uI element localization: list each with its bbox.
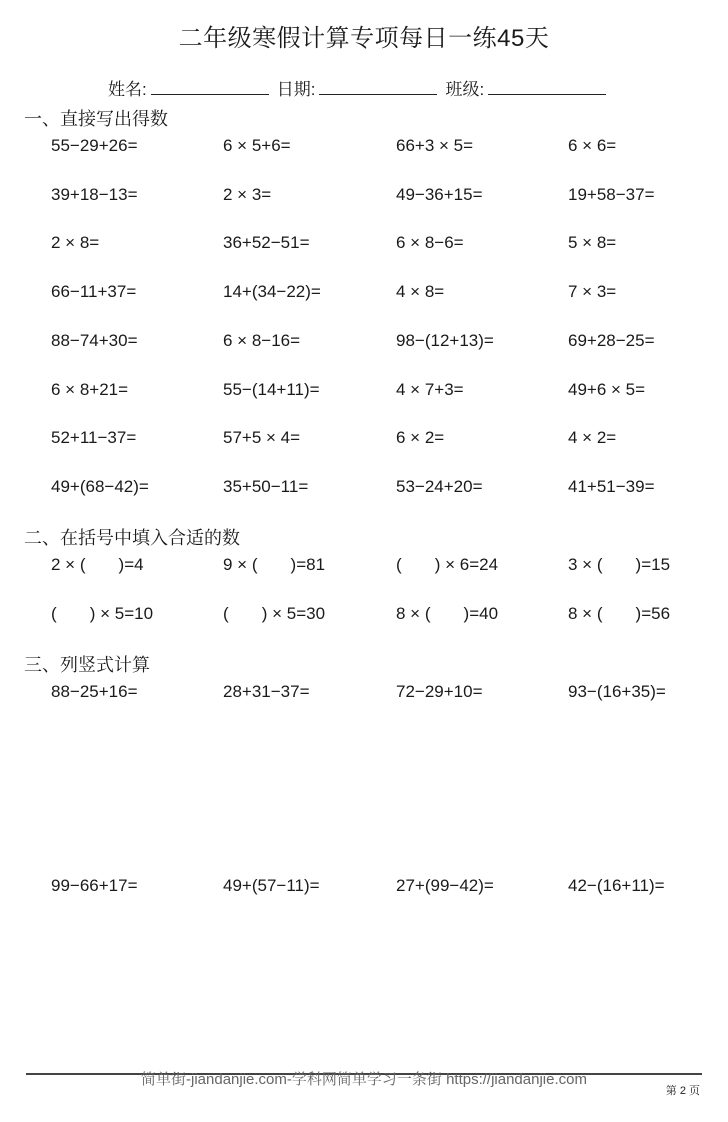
math-problem: 88−74+30= — [51, 331, 138, 350]
problem-row — [0, 183, 728, 207]
math-problem: 69+28−25= — [568, 331, 655, 350]
math-problem: 53−24+20= — [396, 477, 483, 496]
math-problem: 8 × ( )=40 — [396, 604, 499, 623]
math-problem: 49−36+15= — [396, 185, 483, 204]
page-number: 第 2 页 — [665, 1085, 700, 1097]
section-heading: 一、直接写出得数 — [24, 109, 168, 129]
problem-row — [0, 231, 728, 255]
math-problem: 4 × 8= — [396, 282, 445, 301]
math-problem: 4 × 2= — [568, 428, 617, 447]
math-problem: 42−(16+11)= — [568, 876, 665, 895]
problem-row — [0, 553, 728, 577]
page-title: 二年级寒假计算专项每日一练45天 — [178, 25, 550, 52]
math-problem: 2 × 3= — [223, 185, 272, 204]
math-problem: 99−66+17= — [51, 876, 138, 895]
problem-row — [0, 475, 728, 499]
math-problem: ( ) × 6=24 — [396, 555, 499, 574]
math-problem: 49+(57−11)= — [223, 876, 320, 895]
math-problem: 72−29+10= — [396, 682, 483, 701]
class-blank[interactable] — [488, 78, 606, 95]
math-problem: 49+6 × 5= — [568, 380, 646, 399]
student-info — [108, 78, 614, 102]
math-problem: 2 × 8= — [51, 233, 100, 252]
math-problem: 6 × 2= — [396, 428, 445, 447]
problem-row — [0, 378, 728, 402]
math-problem: 6 × 6= — [568, 136, 617, 155]
math-problem: 9 × ( )=81 — [223, 555, 326, 574]
math-problem: 6 × 8−16= — [223, 331, 301, 350]
math-problem: 66+3 × 5= — [396, 136, 474, 155]
math-problem: 52+11−37= — [51, 428, 137, 447]
math-problem: 93−(16+35)= — [568, 682, 666, 701]
math-problem: 55−29+26= — [51, 136, 138, 155]
math-problem: 3 × ( )=15 — [568, 555, 671, 574]
math-problem: 57+5 × 4= — [223, 428, 301, 447]
math-problem: 4 × 7+3= — [396, 380, 464, 399]
problem-row — [0, 329, 728, 353]
problem-row — [0, 426, 728, 450]
math-problem: 6 × 8−6= — [396, 233, 464, 252]
math-problem: 66−11+37= — [51, 282, 137, 301]
math-problem: 35+50−11= — [223, 477, 309, 496]
math-problem: 88−25+16= — [51, 682, 138, 701]
problem-row — [0, 874, 728, 898]
problem-row — [0, 602, 728, 626]
problem-row — [0, 280, 728, 304]
math-problem: 14+(34−22)= — [223, 282, 321, 301]
math-problem: ( ) × 5=10 — [51, 604, 154, 623]
math-problem: 7 × 3= — [568, 282, 617, 301]
class-label: 班级: — [445, 80, 485, 99]
problem-row — [0, 134, 728, 158]
math-problem: 8 × ( )=56 — [568, 604, 671, 623]
math-problem: 98−(12+13)= — [396, 331, 494, 350]
footer-watermark: 简单街-jiandanjie.com-学科网简单学习一条街 https://jiandanjie.com — [141, 1071, 587, 1088]
math-problem: 19+58−37= — [568, 185, 655, 204]
math-problem: 49+(68−42)= — [51, 477, 149, 496]
problem-row — [0, 680, 728, 704]
math-problem: 27+(99−42)= — [396, 876, 494, 895]
section-heading: 二、在括号中填入合适的数 — [24, 528, 240, 548]
math-problem: 28+31−37= — [223, 682, 310, 701]
math-problem: 5 × 8= — [568, 233, 617, 252]
name-label: 姓名: — [108, 80, 147, 99]
date-blank[interactable] — [319, 78, 437, 95]
math-problem: ( ) × 5=30 — [223, 604, 326, 623]
math-problem: 2 × ( )=4 — [51, 555, 144, 574]
math-problem: 6 × 8+21= — [51, 380, 129, 399]
math-problem: 6 × 5+6= — [223, 136, 291, 155]
section-heading: 三、列竖式计算 — [24, 655, 150, 675]
date-label: 日期: — [276, 80, 316, 99]
math-problem: 41+51−39= — [568, 477, 655, 496]
math-problem: 39+18−13= — [51, 185, 138, 204]
name-blank[interactable] — [151, 78, 269, 95]
math-problem: 55−(14+11)= — [223, 380, 320, 399]
math-problem: 36+52−51= — [223, 233, 310, 252]
